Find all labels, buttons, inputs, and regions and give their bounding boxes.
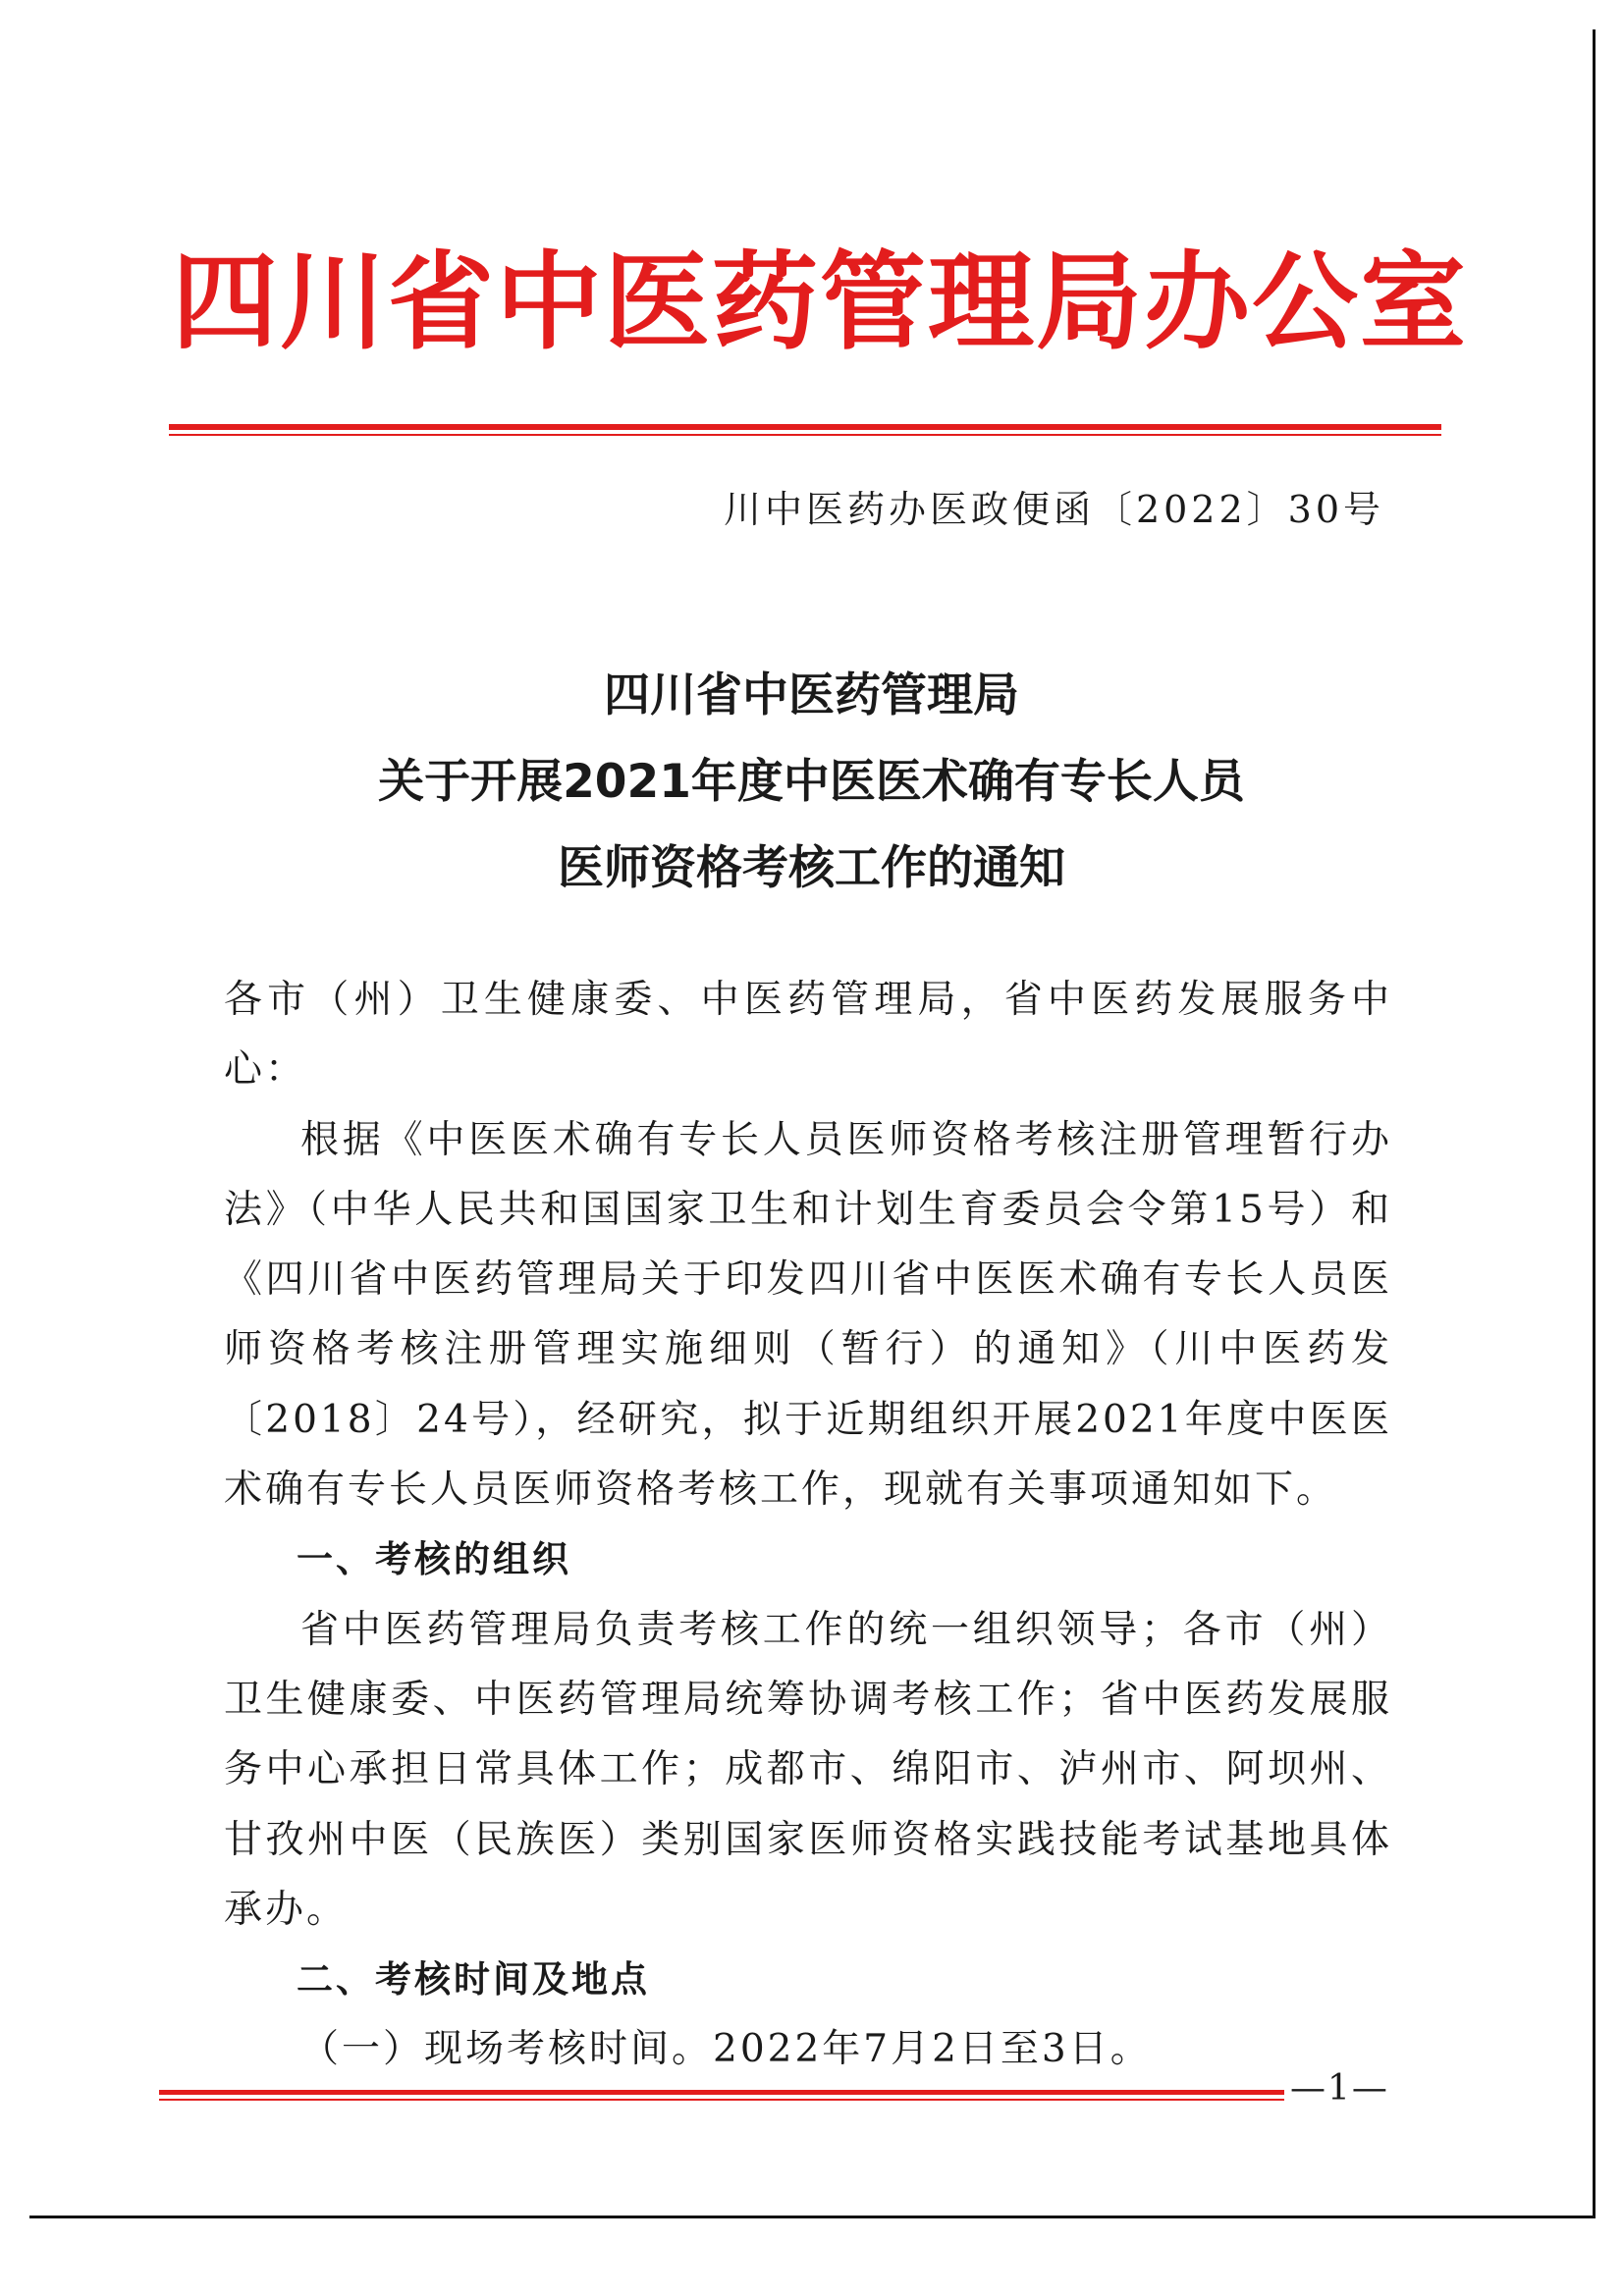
document-title-line-3: 医师资格考核工作的通知 (558, 841, 1065, 895)
footer-red-rule-thin (159, 2099, 1394, 2101)
scan-edge-right (1593, 29, 1596, 2218)
intro-paragraph: 根据《中医医术确有专长人员医师资格考核注册管理暂行办法》（中华人民共和国国家卫生和计划生育委员会令第15号）和《四川省中医药管理局关于印发四川省中医医术确有专长人员医师资格考核注册管理实施细则（暂行）的通知》（川中医药发〔2018〕24号），经研究，拟于近期组织开展2021年度中医医术确有专长人员医师资格考核工作，现就有关事项通知如下。 (224, 1117, 1392, 1513)
section-2-heading: 二、考核时间及地点 (297, 1958, 650, 2002)
page-number: —1— (1284, 2069, 1395, 2109)
document-title (0, 653, 1623, 912)
section-1-paragraph: 省中医药管理局负责考核工作的统一组织领导；各市（州）卫生健康委、中医药管理局统筹协调考核工作；省中医药发展服务中心承担日常具体工作；成都市、绵阳市、泸州市、阿坝州、甘孜州中医（民族医）类别国家医师资格实践技能考试基地具体承办。 (224, 1607, 1392, 1932)
footer-red-rule (159, 2090, 1394, 2095)
salutation: 各市（州）卫生健康委、中医药管理局，省中医药发展服务中心： (224, 978, 1392, 1093)
scan-edge-bottom (29, 2216, 1596, 2218)
document-title-line-2: 关于开展2021年度中医医术确有专长人员 (378, 755, 1245, 809)
section-1-heading: 一、考核的组织 (297, 1538, 571, 1581)
issuing-office-title: 四川省中医药管理局办公室 (172, 241, 1469, 364)
section-2-item-1: （一）现场考核时间。2022年7月2日至3日。 (300, 2027, 1152, 2072)
document-body (224, 965, 1392, 2085)
header-red-rule (169, 424, 1441, 430)
document-title-line-1: 四川省中医药管理局 (604, 668, 1019, 722)
header-red-rule-thin (169, 434, 1441, 436)
document-number: 川中医药办医政便函〔2022〕30号 (723, 488, 1384, 531)
